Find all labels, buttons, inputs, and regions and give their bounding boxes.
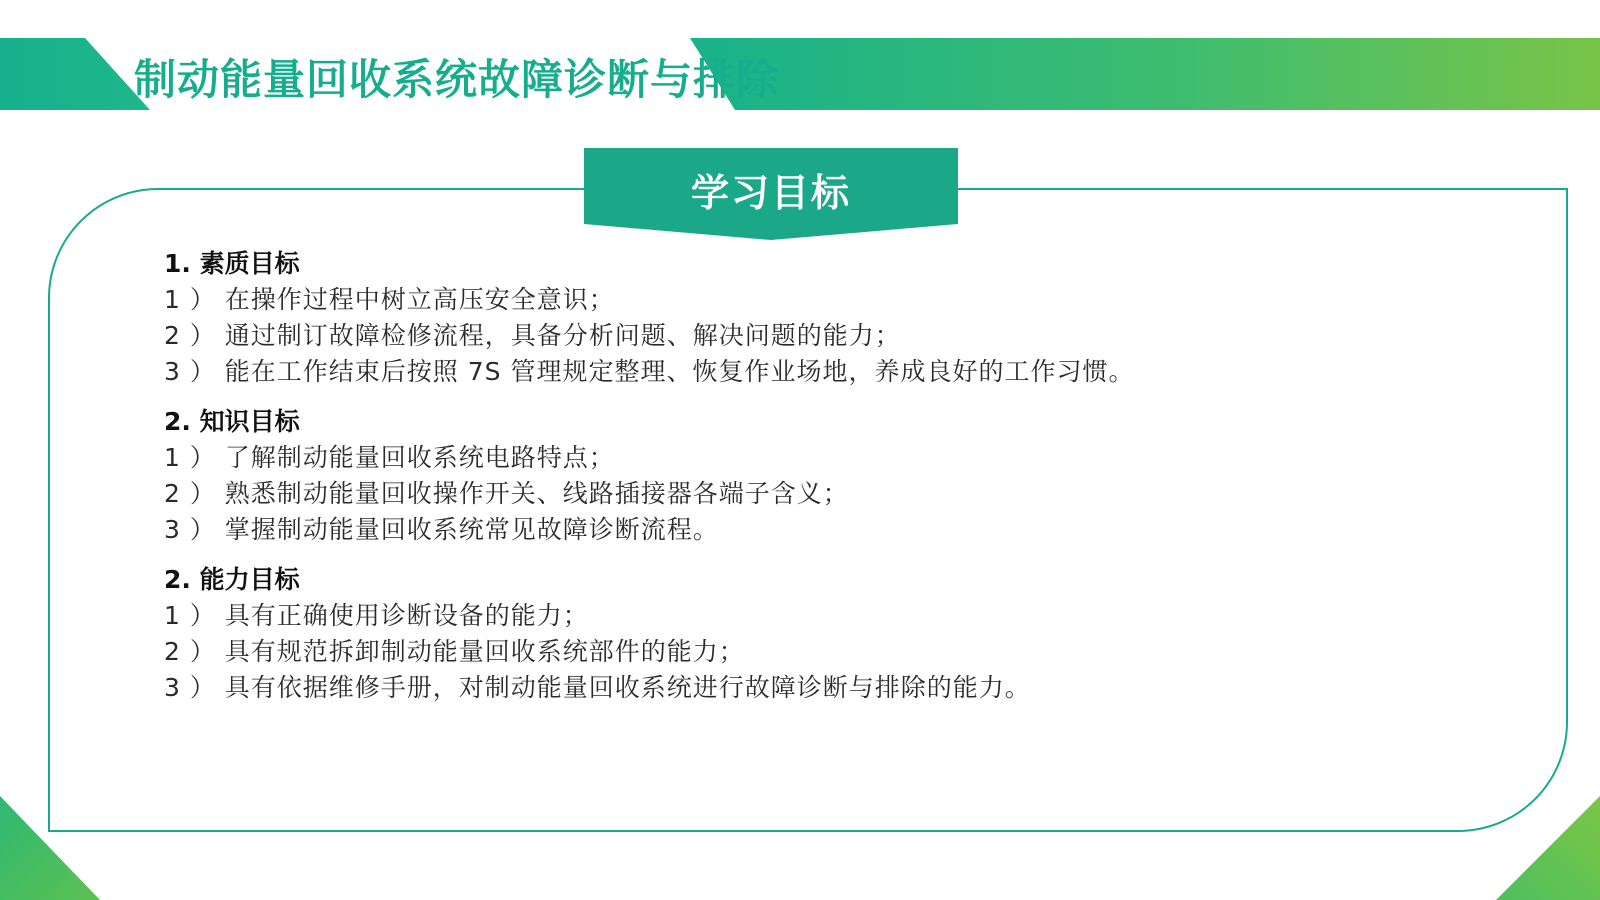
list-item: 2 ） 具有规范拆卸制动能量回收系统部件的能力； [164,637,745,666]
section-title: 2. 知识目标 [164,407,300,436]
objectives-content [164,246,1524,720]
header-band-right [690,38,1600,110]
list-item: 3 ） 具有依据维修手册，对制动能量回收系统进行故障诊断与排除的能力。 [164,673,1031,702]
section-ability [164,562,1524,706]
list-item: 3 ） 掌握制动能量回收系统常见故障诊断流程。 [164,515,719,544]
section-quality [164,246,1524,390]
list-item: 1 ） 了解制动能量回收系统电路特点； [164,443,615,472]
header-band-left [0,38,150,110]
page-title: 制动能量回收系统故障诊断与排除 [134,55,780,104]
objectives-banner-label: 学习目标 [690,171,851,215]
list-item: 1 ） 具有正确使用诊断设备的能力； [164,601,589,630]
section-title: 1. 素质目标 [164,249,300,278]
list-item: 2 ） 通过制订故障检修流程，具备分析问题、解决问题的能力； [164,321,901,350]
section-title: 2. 能力目标 [164,565,300,594]
list-item: 1 ） 在操作过程中树立高压安全意识； [164,285,615,314]
section-knowledge [164,404,1524,548]
list-item: 2 ） 熟悉制动能量回收操作开关、线路插接器各端子含义； [164,479,849,508]
list-item: 3 ） 能在工作结束后按照 7S 管理规定整理、恢复作业场地，养成良好的工作习惯。 [164,357,1135,386]
